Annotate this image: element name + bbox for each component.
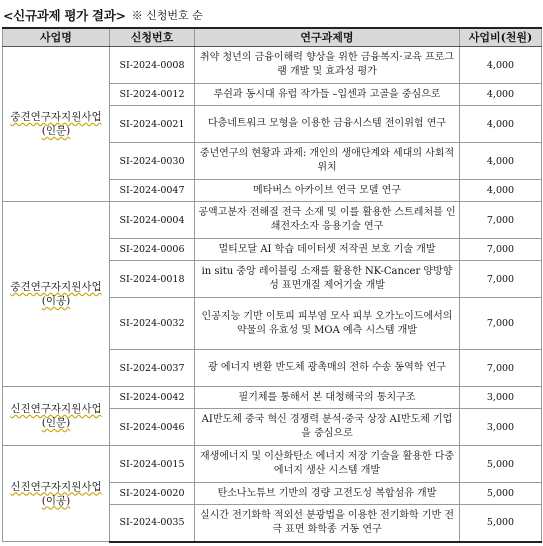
header-application-number: 신청번호	[110, 28, 195, 47]
project-title: 광 에너지 변환 반도체 광촉매의 전하 수송 동역학 연구	[195, 350, 460, 387]
application-number: SI-2024-0004	[110, 202, 195, 239]
application-number: SI-2024-0008	[110, 47, 195, 84]
table-row	[3, 446, 542, 483]
program-name: 신진연구자지원사업 (이공)	[3, 446, 110, 542]
budget: 5,000	[460, 505, 542, 542]
program-name: 중견연구자지원사업 (이공)	[3, 202, 110, 387]
budget: 7,000	[460, 298, 542, 350]
budget: 4,000	[460, 180, 542, 202]
application-number: SI-2024-0020	[110, 483, 195, 505]
application-number: SI-2024-0037	[110, 350, 195, 387]
project-title: in situ 중앙 레이블링 소재를 활용한 NK-Cancer 양방향성 표면개질 제어기술 개발	[195, 261, 460, 298]
project-title: 루쉰과 동시대 유럽 작가들 –입센과 고골을 중심으로	[195, 84, 460, 106]
application-number: SI-2024-0035	[110, 505, 195, 542]
project-title: 공액고분자 전해질 전극 소재 및 이를 활용한 스트레처블 인쇄전자소자 응용기술 연구	[195, 202, 460, 239]
project-title: 메타버스 아카이브 연극 모델 연구	[195, 180, 460, 202]
project-title: 취약 청년의 금융이해력 향상을 위한 금융복지·교육 프로그램 개발 및 효과성 평가	[195, 47, 460, 84]
application-number: SI-2024-0047	[110, 180, 195, 202]
budget: 7,000	[460, 202, 542, 239]
heading	[3, 4, 203, 26]
header-budget: 사업비(천원)	[460, 28, 542, 47]
application-number: SI-2024-0006	[110, 239, 195, 261]
application-number: SI-2024-0046	[110, 409, 195, 446]
budget: 4,000	[460, 84, 542, 106]
program-name: 중견연구자지원사업 (인문)	[3, 47, 110, 202]
project-title: 멀티모달 AI 학습 데이터셋 저작권 보호 기술 개발	[195, 239, 460, 261]
application-number: SI-2024-0042	[110, 387, 195, 409]
table-row	[3, 47, 542, 84]
project-title: 재생에너지 및 이산화탄소 에너지 저장 기술을 활용한 다중 에너지 생산 시스템 개발	[195, 446, 460, 483]
budget: 7,000	[460, 350, 542, 387]
budget: 3,000	[460, 409, 542, 446]
application-number: SI-2024-0032	[110, 298, 195, 350]
table-row	[3, 202, 542, 239]
heading-title: <신규과제 평가 결과>	[3, 8, 126, 23]
header-row	[3, 28, 542, 47]
budget: 5,000	[460, 483, 542, 505]
table-row	[3, 387, 542, 409]
project-title: 탄소나노튜브 기반의 경량 고전도성 복합섬유 개발	[195, 483, 460, 505]
application-number: SI-2024-0018	[110, 261, 195, 298]
project-title: 필기체를 통해서 본 대청해국의 통치구조	[195, 387, 460, 409]
heading-note: ※ 신청번호 순	[131, 9, 203, 22]
budget: 7,000	[460, 239, 542, 261]
project-title: 중년연구의 현황과 과제: 개인의 생애단계와 세대의 사회적 위치	[195, 143, 460, 180]
program-name: 신진연구자지원사업 (인문)	[3, 387, 110, 446]
application-number: SI-2024-0021	[110, 106, 195, 143]
application-number: SI-2024-0015	[110, 446, 195, 483]
budget: 4,000	[460, 106, 542, 143]
project-title: 다층네트워크 모형을 이용한 금융시스템 전이위험 연구	[195, 106, 460, 143]
budget: 3,000	[460, 387, 542, 409]
application-number: SI-2024-0030	[110, 143, 195, 180]
budget: 5,000	[460, 446, 542, 483]
header-project-title: 연구과제명	[195, 28, 460, 47]
project-title: 실시간 전기화학 적외선 분광법을 이용한 전기화학 기반 전극 표면 화학종 거동 연구	[195, 505, 460, 542]
project-title: AI반도체 중국 혁신 경쟁력 분석·중국 상장 AI반도체 기업을 중심으로	[195, 409, 460, 446]
project-title: 인공지능 기반 이토피 피부염 모사 피부 오가노이드에서의 약물의 유효성 및 MOA 예측 시스템 개발	[195, 298, 460, 350]
budget: 4,000	[460, 143, 542, 180]
results-table	[2, 27, 542, 543]
budget: 7,000	[460, 261, 542, 298]
budget: 4,000	[460, 47, 542, 84]
header-program: 사업명	[3, 28, 110, 47]
application-number: SI-2024-0012	[110, 84, 195, 106]
